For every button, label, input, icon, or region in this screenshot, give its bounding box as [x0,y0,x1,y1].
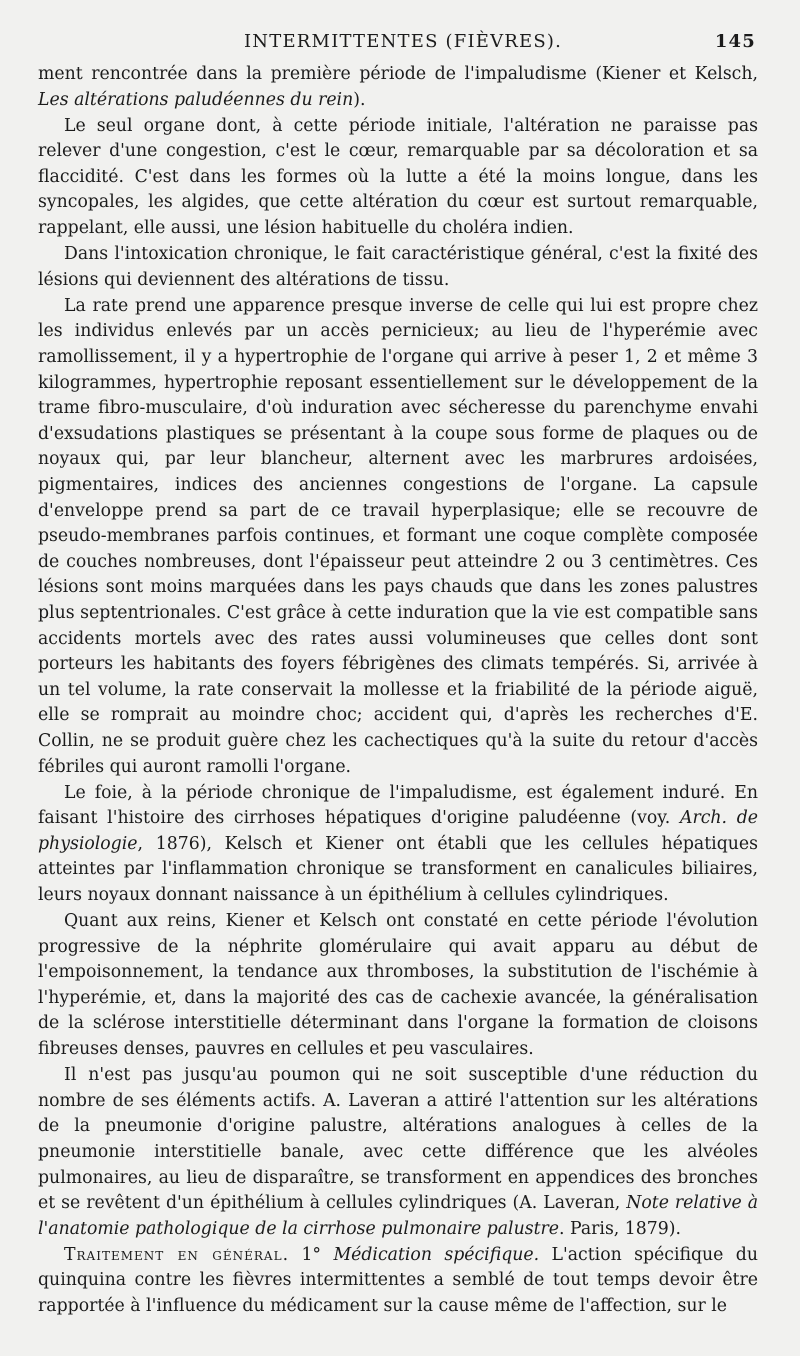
running-head [38,31,756,57]
journal-title: Arch. de physiologie [38,808,759,854]
paragraph-7: Il n'est pas jusqu'au poumon qui ne soit susceptible d'une réduction du nombre de ses éléments actifs. A. Laveran a attiré l'attention sur les altérations de la pneumonie d'origine palustre, altérations analogues à celles de la pneumonie interstitielle banale, avec cette différence que les alvéoles pulmonaires, au lieu de disparaître, se transforment en appendices des bronches et se revêtent d'un épithélium à cellules cylindriques (A. Laveran, Note relative à l'anatomie pathologique de la cirrhose pulmonaire palustre. Paris, 1879). [38,1065,758,1239]
paragraph-6: Quant aux reins, Kiener et Kelsch ont constaté en cette période l'évolution progressive de la néphrite glomérulaire qui avait apparu au début de l'empoisonnement, la tendance aux thromboses, la substitution de l'ischémie à l'hyperémie, et, dans la majorité des cas de cachexie avancée, la généralisation de la sclérose interstitielle déterminant dans l'organe la formation de cloisons fibreuses denses, pauvres en cellules et peu vasculaires. [38,911,758,1060]
paragraph-5: Le foie, à la période chronique de l'impaludisme, est également induré. En faisant l'histoire des cirrhoses hépatiques d'origine paludéenne (voy. Arch. de physiologie, 1876), Kelsch et Kiener ont établi que les cellules hépatiques atteintes par l'inflammation chronique se transforment en canalicules biliaires, leurs noyaux donnant naissance à un épithélium à cellules cylindriques. [38,782,759,905]
paragraph-8: Traitement en général. 1° Médication spécifique. L'action spécifique du quinquina contre les fièvres intermittentes a semblé de tout temps devoir être rapportée à l'influence du médicament sur la cause même de l'affection, sur le [38,1244,758,1316]
section-number: 1° [301,1244,322,1265]
work-title: Note relative à l'anatomie pathologique de la cirrhose pulmonaire palustre [38,1193,758,1239]
paragraph-3: Dans l'intoxication chronique, le fait caractéristique général, c'est la fixité des lésions qui deviennent des altérations de tissu. [38,244,758,290]
body-text [38,62,758,1320]
paragraph-2: Le seul organe dont, à cette période initiale, l'altération ne paraisse pas relever d'une congestion, c'est le cœur, remarquable par sa décoloration et sa flaccidité. C'est dans les formes où la lutte a été la moins longue, dans les syncopales, les algides, que cette altération du cœur est surtout remarquable, rappelant, elle aussi, une lésion habituelle du choléra indien. [38,115,758,239]
section-heading: Traitement en général. [64,1244,290,1265]
work-title: Les altérations paludéennes du rein [38,89,354,110]
section-subheading: Médication spécifique. [333,1244,540,1265]
paragraph-4: La rate prend une apparence presque inverse de celle qui lui est propre chez les individus enlevés par un accès pernicieux; au lieu de l'hyperémie avec ramollissement, il y a hypertrophie de l'organe qui arrive à peser 1, 2 et même 3 kilogrammes, hypertrophie reposant essentiellement sur le développement de la trame fibro-musculaire, d'où induration avec sécheresse du parenchyme envahi d'exsudations plastiques se présentant à la coupe sous forme de plaques ou de noyaux qui, par leur blancheur, alternent avec les marbrures ardoisées, pigmentaires, indices des anciennes congestions de l'organe. La capsule d'enveloppe prend sa part de ce travail hyperplasique; elle se recouvre de pseudo-membranes parfois continues, et formant une coque complète composée de couches nombreuses, dont l'épaisseur peut atteindre 2 ou 3 centimètres. Ces lésions sont moins marquées dans les pays chauds que dans les zones palustres plus septentrionales. C'est grâce à cette induration que la vie est compatible sans accidents mortels avec des rates aussi volumineuses que celles dont sont porteurs les habitants des foyers fébrigènes des climats tempérés. Si, arrivée à un tel volume, la rate conservait la mollesse et la friabilité de la période aiguë, elle se romprait au moindre choc; accident qui, d'après les recherches d'E. Collin, ne se produit guère chez les cachectiques qu'à la suite du retour d'accès fébriles qui auront ramolli l'organe. [38,295,758,777]
paragraph-1: ment rencontrée dans la première période de l'impaludisme (Kiener et Kelsch, Les altérations paludéennes du rein). [38,64,758,110]
page-number: 145 [714,31,756,52]
running-title: INTERMITTENTES (FIÈVRES). [244,31,563,52]
